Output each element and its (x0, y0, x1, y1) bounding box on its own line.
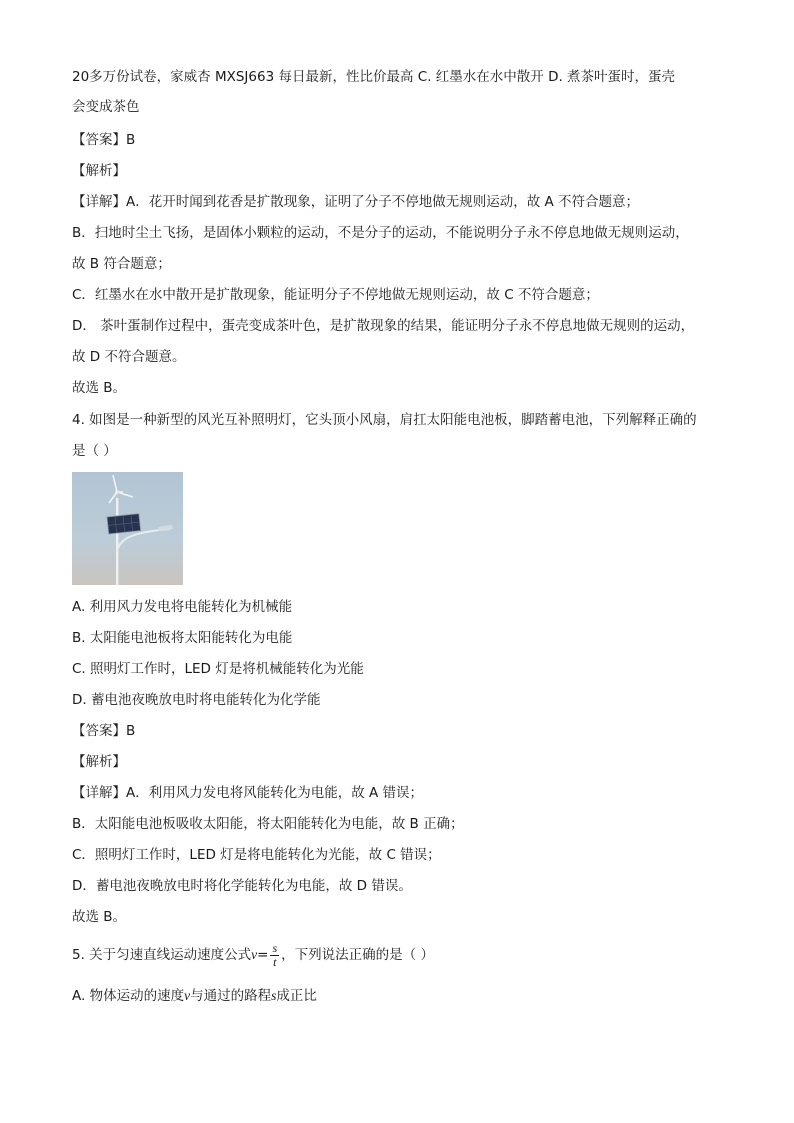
text-line: D． 茶叶蛋制作过程中，蛋壳变成茶叶色，是扩散现象的结果，能证明分子永不停息地做无规则的运动， (72, 318, 695, 334)
question-4: 4. 如图是一种新型的风光互补照明灯，它头顶小风扇，肩扛太阳能电池板，脚踏蓄电池，下列解释正确的 (72, 412, 697, 428)
text-line: 故 D 不符合题意。 (72, 349, 186, 365)
answer-label: 【答案】B (72, 723, 136, 739)
text-line: B．扫地时尘土飞扬，是固体小颗粒的运动，不是分子的运动，不能说明分子永不停息地做无规则运动， (72, 225, 689, 241)
text-line: 会变成茶色 (72, 99, 140, 115)
answer-label: 【答案】B (72, 132, 136, 148)
formula-fraction (270, 942, 279, 969)
text-line: 是（ ） (72, 443, 117, 459)
text-line: 20多万份试卷，家威杏 MXSJ663 每日最新，性比价最高 C. 红墨水在水中散开 D. 煮茶叶蛋时，蛋壳 (72, 69, 676, 85)
text-line: C．照明灯工作时，LED 灯是将电能转化为光能，故 C 错误； (72, 847, 441, 863)
analysis-label: 【解析】 (72, 163, 126, 179)
equals-sign: = (257, 947, 269, 963)
q5-prefix: 5. 关于匀速直线运动速度公式 (72, 947, 252, 963)
text-line: B．太阳能电池板吸收太阳能，将太阳能转化为电能，故 B 正确； (72, 816, 464, 832)
fraction-numerator: s (272, 940, 278, 955)
q5-option-a-suffix: 成正比 (276, 988, 317, 1004)
option-d: D. 蓄电池夜晚放电时将电能转化为化学能 (72, 692, 321, 708)
text-line: 故 B 符合题意； (72, 256, 171, 272)
option-b: B. 太阳能电池板将太阳能转化为电能 (72, 630, 293, 646)
fraction-denominator: t (273, 954, 277, 969)
velocity-symbol: v (184, 988, 191, 1003)
analysis-label: 【解析】 (72, 754, 126, 770)
q5-option-a-prefix: A. 物体运动的速度 (72, 988, 185, 1004)
text-line: D．蓄电池夜晚放电时将化学能转化为电能，故 D 错误。 (72, 878, 412, 894)
text-line: 故选 B。 (72, 380, 127, 396)
text-line: 【详解】A．花开时闻到花香是扩散现象，证明了分子不停地做无规则运动，故 A 不符合题意； (72, 194, 640, 210)
option-c: C. 照明灯工作时，LED 灯是将机械能转化为光能 (72, 661, 364, 677)
text-line: 【详解】A．利用风力发电将风能转化为电能，故 A 错误； (72, 785, 424, 801)
option-a: A. 利用风力发电将电能转化为机械能 (72, 599, 293, 615)
text-line: C．红墨水在水中散开是扩散现象，能证明分子不停地做无规则运动，故 C 不符合题意； (72, 287, 599, 303)
q5-option-a-mid: 与通过的路程 (190, 988, 272, 1004)
option-a (72, 986, 722, 1006)
text-line: 故选 B。 (72, 909, 127, 925)
q5-suffix: ，下列说法正确的是（ ） (281, 947, 434, 963)
velocity-symbol: v (251, 947, 258, 962)
wind-solar-street-light-image (72, 472, 183, 585)
distance-symbol: s (271, 988, 277, 1003)
question-5 (72, 940, 722, 970)
